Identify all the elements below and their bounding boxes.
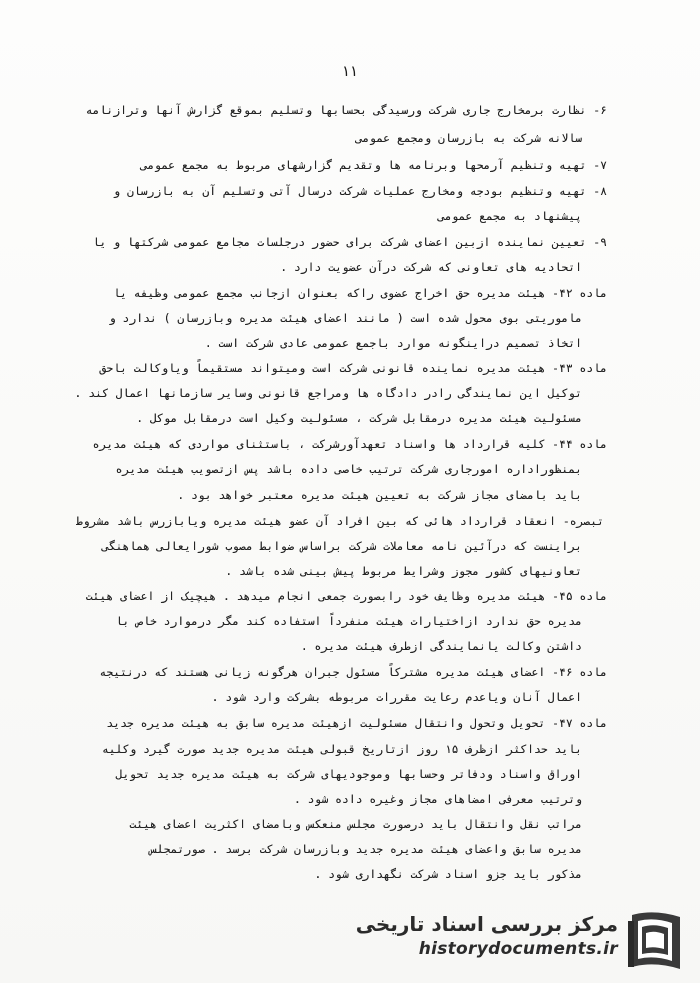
document-line: مدیره حق ندارد ازاختیارات هیئت منفرداً استفاده کند مگر درموارد خاص با [115,614,582,628]
document-line: ۸- تهیه وتنظیم بودجه ومخارج عملیات شرکت درسال آتی وتسلیم آن به بازرسان و [113,184,607,198]
document-line: باید حداکثر ازظرف ۱۵ روز ازتاریخ قبولی هیئت مدیره جدید صورت گیرد وکلیه [101,742,582,756]
document-line: باید بامضای مجاز شرکت به تعیین هیئت مدیره معتبر خواهد بود . [177,488,582,502]
document-line: مدیره سابق واعضای هیئت مدیره جدید وبازرسان شرکت برسد . صورتمجلس [149,842,582,856]
document-line: ماده ۴۷- تحویل وتحول وانتقال مسئولیت ازهیئت مدیره سابق به هیئت مدیره جدید [106,716,607,730]
document-line: اتخاذ تصمیم دراینگونه موارد باجمع عمومی عادی شرکت است . [204,336,582,350]
document-line: مراتب نقل وانتقال باید درصورت مجلس منعکس وبامضای اکثریت اعضای هیئت [129,817,582,831]
book-icon [624,907,688,977]
document-line: براینست که درآئین نامه معاملات شرکت براساس ضوابط مصوب شورایعالی هماهنگی [101,539,582,553]
document-line: سالانه شرکت به بازرسان ومجمع عمومی [355,131,582,145]
document-line: اعمال آنان ویاعدم رعایت مقررات مربوطه بشرکت وارد شود . [211,690,582,704]
document-line: وترتیب معرفی امضاهای مجاز وغیره داده شود . [293,792,582,806]
document-line: بمنظوراداره امورجاری شرکت ترتیب خاصی داده باشد پس ازتصویب هیئت مدیره [115,462,582,476]
logo-url: historydocuments.ir [418,939,618,959]
document-line: ماده ۴۶- اعضای هیئت مدیره مشترکاً مسئول جبران هرگونه زیانی هستند که درنتیجه [99,665,607,679]
document-line: تعاونیهای کشور مجوز وشرایط مربوط پیش بینی شده باشد . [225,564,582,578]
document-line: ۶- نظارت برمخارج جاری شرکت ورسیدگی بحسابها وتسلیم بموقع گزارش آنها وترازنامه [85,103,607,117]
document-line: مذکور باید جزو اسناد شرکت نگهداری شود . [314,867,582,881]
page-number: ۱۱ [341,62,359,80]
document-line: پیشنهاد به مجمع عمومی [437,209,582,223]
document-line: اوراق واسناد ودفاتر وحسابها وموجودیهای شرکت به هیئت مدیره جدید تحویل [115,767,582,781]
document-line: اتحادیه های تعاونی که شرکت درآن عضویت دارد . [280,260,582,274]
logo-title: مرکز بررسی اسناد تاریخی [355,912,618,936]
document-line: ۹- تعیین نماینده ازبین اعضای شرکت برای حضور درجلسات مجامع عمومی شرکتها و یا [92,235,607,249]
document-line: توکیل این نمایندگی رادر دادگاه ها ومراجع قانونی وسایر سازمانها اعمال کند . [74,386,582,400]
document-line: ماده ۴۴- کلیه قرارداد ها واسناد تعهدآورشرکت ، باستثنای مواردی که هیئت مدیره [92,437,607,451]
document-line: ماده ۴۵- هیئت مدیره وظایف خود رابصورت جمعی انجام میدهد . هیچیک از اعضای هیئت [85,589,607,603]
document-line: ماده ۴۲- هیئت مدیره حق اخراج عضوی راکه بعنوان ازجانب مجمع عمومی وظیفه یا [113,286,607,300]
watermark-logo [0,905,700,983]
document-line: ماده ۴۳- هیئت مدیره نماینده قانونی شرکت است ومیتواند مستقیماً ویاوکالت باحق [99,361,607,375]
document-line: تبصره- انعقاد قرارداد هائی که بین افراد آن عضو هیئت مدیره ویابازرس باشد مشروط [75,514,604,528]
document-line: مسئولیت هیئت مدیره درمقابل شرکت ، مسئولیت وکیل است درمقابل موکل . [136,411,582,425]
document-line: ماموریتی بوی محول شده است ( مانند اعضای هیئت مدیره وبازرسان ) ندارد و [108,311,582,325]
document-line: ۷- تهیه وتنظیم آرمحها وبرنامه ها وتقدیم گزارشهای مربوط به مجمع عمومی [140,158,607,172]
document-line: داشتن وکالت یانمایندگی ازطرف هیئت مدیره . [300,639,582,653]
